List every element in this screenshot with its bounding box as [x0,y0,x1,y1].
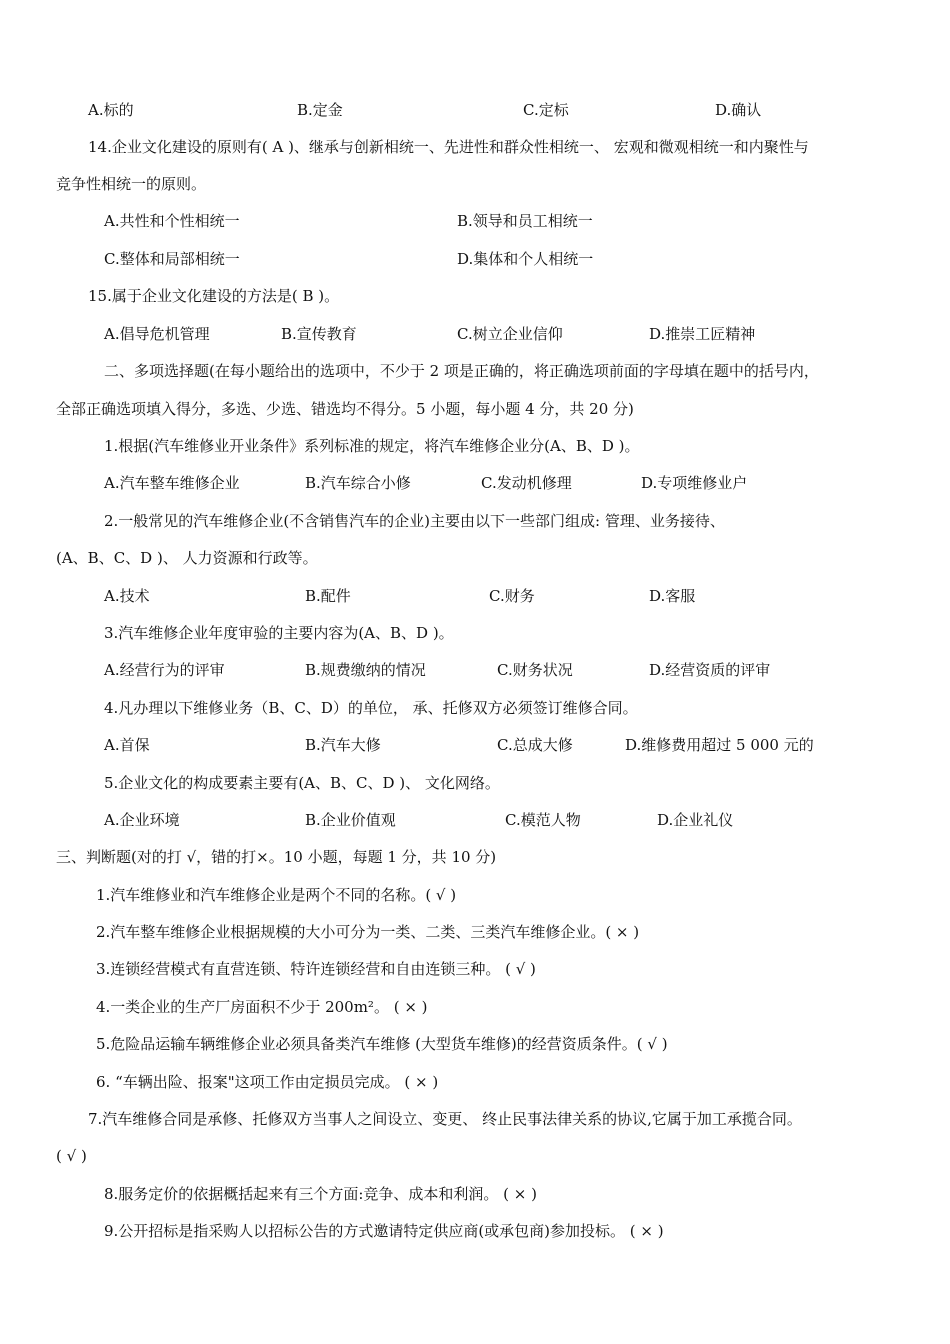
s2-q2-option-b: B.配件 [305,587,351,605]
judge-item-7-line1: 7.汽车维修合同是承修、托修双方当事人之间设立、变更、 终止民事法律关系的协议,它属于加工承揽合同。 [88,1110,802,1128]
s2-q1-option-c: C.发动机修理 [481,474,572,492]
s2-q5-stem: 5.企业文化的构成要素主要有(A、B、C、D )、 文化网络。 [104,774,500,792]
s2-q5-option-a: A.企业环境 [104,811,180,829]
judge-item-5: 5.危险品运输车辆维修企业必须具备类汽车维修 (大型货车维修)的经营资质条件。( √ ) [96,1035,668,1053]
judge-item-3: 3.连锁经营模式有直营连锁、特许连锁经营和自由连锁三种。 ( √ ) [96,960,536,978]
s2-q2-option-d: D.客服 [649,587,696,605]
s2-q4-stem: 4.凡办理以下维修业务（B、C、D）的单位， 承、托修双方必须签订维修合同。 [104,699,638,717]
s2-q3-option-a: A.经营行为的评审 [104,661,225,679]
q15-option-b: B.宣传教育 [281,325,357,343]
judge-item-8: 8.服务定价的依据概括起来有三个方面:竞争、成本和利润。 ( × ) [104,1185,537,1203]
q14-option-d: D.集体和个人相统一 [457,250,594,268]
judge-item-1: 1.汽车维修业和汽车维修企业是两个不同的名称。( √ ) [96,886,457,904]
q13-option-d: D.确认 [715,101,762,119]
section2-heading-line1: 二、多项选择题(在每小题给出的选项中，不少于 2 项是正确的，将正确选项前面的字母填在题中的括号内， [104,362,819,380]
judge-item-6: 6. “车辆出险、报案"这项工作由定损员完成。 ( × ) [96,1073,439,1091]
s2-q1-option-a: A.汽车整车维修企业 [104,474,240,492]
s2-q5-option-b: B.企业价值观 [305,811,396,829]
s2-q4-option-a: A.首保 [104,736,150,754]
q15-option-d: D.推崇工匠精神 [649,325,756,343]
section3-heading: 三、判断题(对的打 √，错的打×。10 小题，每题 1 分，共 10 分) [56,848,497,866]
q15-stem: 15.属于企业文化建设的方法是( B )。 [88,287,340,305]
q15-option-c: C.树立企业信仰 [457,325,563,343]
s2-q2-stem-line2: (A、B、C、D )、 人力资源和行政等。 [56,549,318,567]
s2-q5-option-c: C.模范人物 [505,811,581,829]
s2-q1-stem: 1.根据(汽车维修业开业条件》系列标准的规定，将汽车维修企业分(A、B、D )。 [104,437,640,455]
q13-option-c: C.定标 [523,101,569,119]
q14-option-b: B.领导和员工相统一 [457,212,593,230]
judge-item-4: 4.一类企业的生产厂房面积不少于 200m²。 ( × ) [96,998,428,1016]
q13-option-b: B.定金 [297,101,343,119]
s2-q1-option-d: D.专项维修业户 [641,474,748,492]
s2-q3-stem: 3.汽车维修企业年度审验的主要内容为(A、B、D )。 [104,624,454,642]
s2-q1-option-b: B.汽车综合小修 [305,474,411,492]
q14-stem-line2: 竞争性相统一的原则。 [56,175,207,193]
s2-q5-option-d: D.企业礼仪 [657,811,734,829]
q14-stem-line1: 14.企业文化建设的原则有( A )、继承与创新相统一、先进性和群众性相统一、 宏观和微观相统一和内聚性与 [88,138,809,156]
section2-heading-line2: 全部正确选项填入得分，多选、少选、错选均不得分。5 小题，每小题 4 分，共 20 分) [56,400,634,418]
judge-item-2: 2.汽车整车维修企业根据规模的大小可分为一类、二类、三类汽车维修企业。( × ) [96,923,640,941]
judge-item-9: 9.公开招标是指采购人以招标公告的方式邀请特定供应商(或承包商)参加投标。 ( × ) [104,1222,664,1240]
s2-q4-option-d: D.维修费用超过 5 000 元的 [625,736,814,754]
judge-item-7-line2: ( √ ) [56,1147,87,1165]
q14-option-a: A.共性和个性相统一 [104,212,240,230]
s2-q4-option-c: C.总成大修 [497,736,573,754]
s2-q4-option-b: B.汽车大修 [305,736,381,754]
q14-option-c: C.整体和局部相统一 [104,250,240,268]
s2-q2-option-a: A.技术 [104,587,150,605]
q15-option-a: A.倡导危机管理 [104,325,210,343]
s2-q2-stem-line1: 2.一般常见的汽车维修企业(不含销售汽车的企业)主要由以下一些部门组成: 管理、业务接待、 [104,512,725,530]
s2-q3-option-b: B.规费缴纳的情况 [305,661,426,679]
s2-q2-option-c: C.财务 [489,587,535,605]
s2-q3-option-d: D.经营资质的评审 [649,661,771,679]
s2-q3-option-c: C.财务状况 [497,661,573,679]
q13-option-a: A.标的 [88,101,134,119]
